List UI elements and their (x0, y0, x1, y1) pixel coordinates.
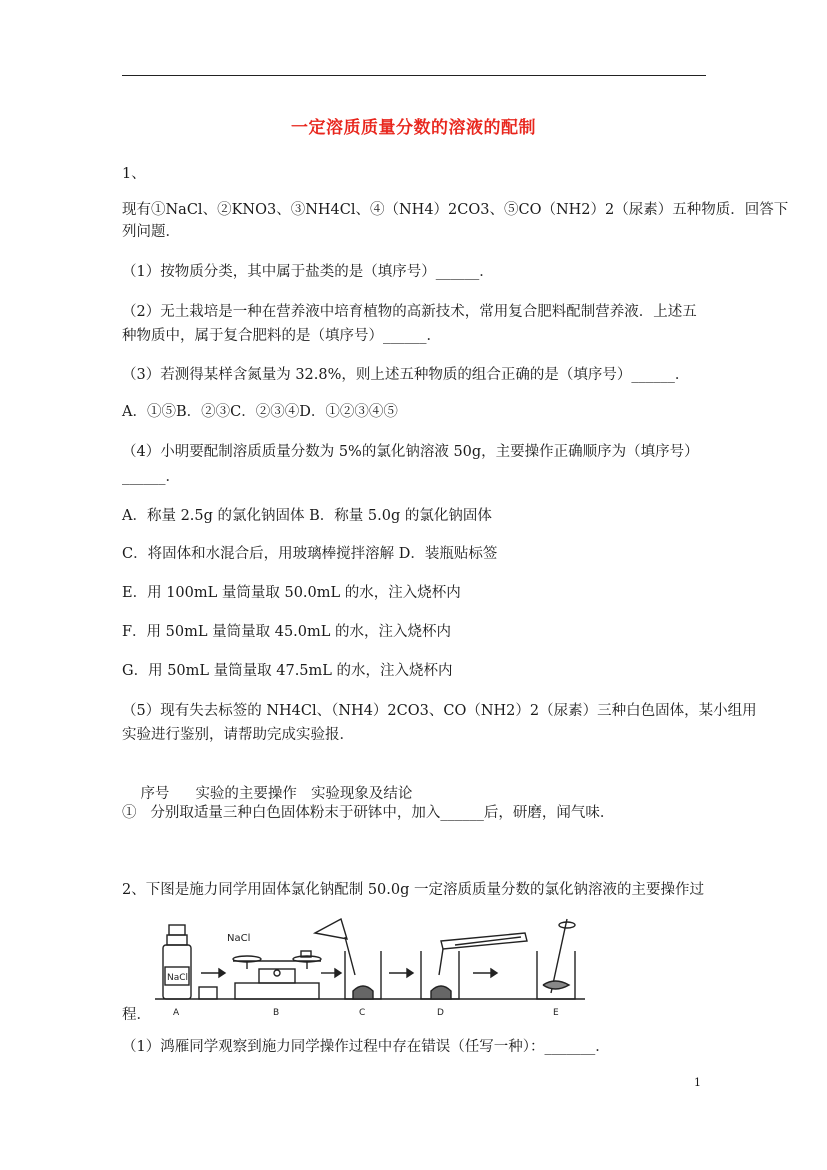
question-1-part4-line2: ______． (122, 469, 180, 485)
question-1-stem-line2: 列问题． (122, 224, 180, 240)
question-1-part3-options: A．①⑤B．②③C．②③④D．①②③④⑤ (122, 404, 398, 420)
option-c-d: C．将固体和水混合后，用玻璃棒搅拌溶解 D．装瓶贴标签 (122, 546, 498, 562)
question-1-part2-line1: （2）无土栽培是一种在营养液中培育植物的高新技术，常用复合肥料配制营养液．上述五 (122, 304, 697, 320)
question-1-part4-line1: （4）小明要配制溶质质量分数为 5%的氯化钠溶液 50g，主要操作正确顺序为（填序号） (122, 444, 699, 460)
question-1-stem-line1: 现有①NaCl、②KNO3、③NH4Cl、④（NH4）2CO3、⑤CO（NH2）2（尿素）五种物质．回答下 (122, 202, 789, 218)
figure-jar-label: NaCl (167, 973, 189, 983)
option-a-b: A．称量 2.5g 的氯化钠固体 B．称量 5.0g 的氯化钠固体 (122, 508, 492, 524)
figure-label-a: A (173, 1008, 180, 1018)
lab-procedure-figure (155, 915, 585, 1021)
report-table-row-1: ① 分别取适量三种白色固体粉末于研钵中，加入______后，研磨，闻气味． (122, 805, 615, 821)
header-rule (122, 75, 706, 76)
figure-label-e: E (553, 1008, 559, 1018)
option-f: F．用 50mL 量筒量取 45.0mL 的水，注入烧杯内 (122, 624, 451, 640)
question-2-part1: （1）鸿雁同学观察到施力同学操作过程中存在错误（任写一种）：_______． (122, 1039, 610, 1055)
option-e: E．用 100mL 量筒量取 50.0mL 的水，注入烧杯内 (122, 585, 461, 601)
table-header-operation: 实验的主要操作 (195, 786, 297, 802)
question-1-part2-line2: 种物质中，属于复合肥料的是（填序号）______． (122, 328, 441, 344)
question-1-part5-line2: 实验进行鉴别，请帮助完成实验报． (122, 727, 354, 743)
table-header-number: 序号 (140, 786, 170, 802)
figure-label-c: C (359, 1008, 366, 1018)
page-title: 一定溶质质量分数的溶液的配制 (291, 118, 536, 138)
question-1-part1: （1）按物质分类，其中属于盐类的是（填序号）______． (122, 264, 494, 280)
figure-label-b: B (273, 1008, 280, 1018)
question-2-stem-line1: 2、下图是施力同学用固体氯化钠配制 50.0g 一定溶质质量分数的氯化钠溶液的主要操作过 (122, 882, 705, 898)
page-number: 1 (694, 1076, 701, 1089)
table-header-result: 实验现象及结论 (310, 786, 413, 802)
figure-balance-label: NaCl (227, 933, 251, 944)
question-1-part3: （3）若测得某样含氮量为 32.8%，则上述五种物质的组合正确的是（填序号）______． (122, 367, 690, 383)
figure-label-d: D (437, 1008, 444, 1018)
question-2-stem-line2: 程． (122, 1007, 151, 1023)
question-1-part5-line1: （5）现有失去标签的 NH4Cl、（NH4）2CO3、CO（NH2）2（尿素）三种白色固体，某小组用 (122, 703, 757, 719)
question-1-number: 1、 (122, 166, 146, 182)
option-g: G．用 50mL 量筒量取 47.5mL 的水，注入烧杯内 (122, 663, 453, 679)
